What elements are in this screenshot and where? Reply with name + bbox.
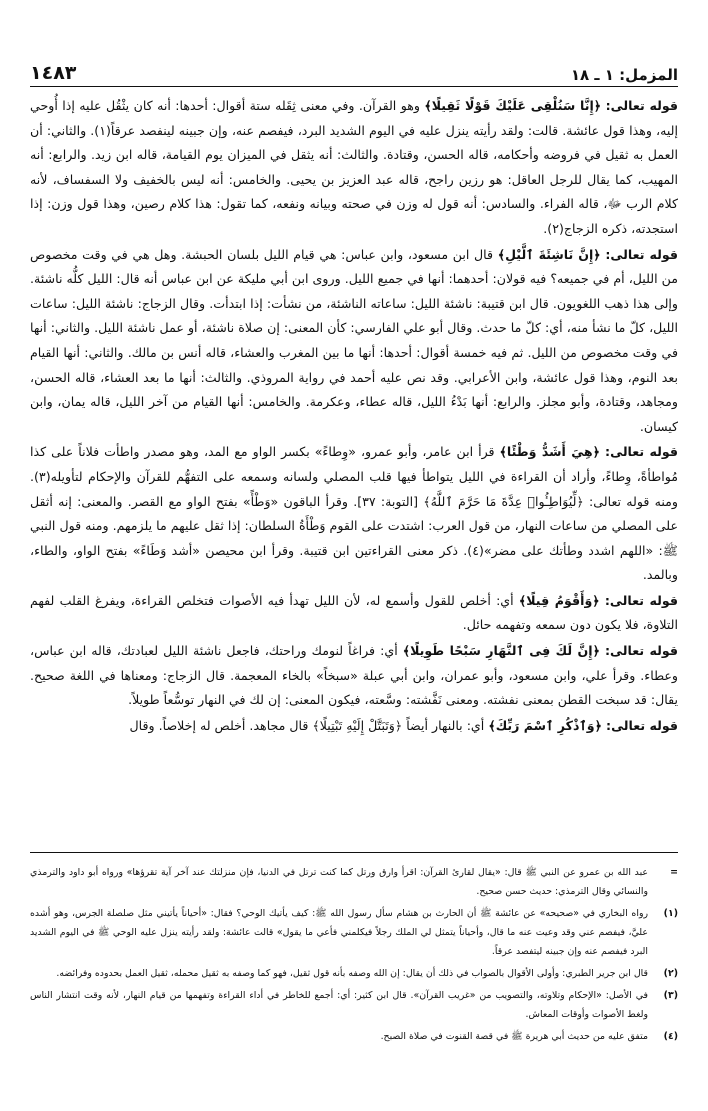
footnote-text: عبد الله بن عمرو عن النبي ﷺ قال: «يقال لقارئ القرآن: اقرأ وارق ورتل كما كنت ترتل في الدنيا، فإن منزلتك عند آخر آية تقرؤها» ورواه أبو داود والترمذي والنسائي وقال الترمذي: حديث حسن صحيح. (30, 867, 648, 897)
quran-verse: ﴿إِنَّ نَاشِئَةَ ٱلَّيْلِ﴾ (497, 246, 601, 262)
footnote (30, 964, 678, 983)
footnote-number: (١) (663, 908, 678, 919)
quran-verse: ﴿إِنَّا سَنُلْقِى عَلَيْكَ قَوْلًا ثَقِيلًا﴾ (424, 98, 602, 113)
footnote-text: متفق عليه من حديث أبي هريرة ﷺ في قصة القنوت في صلاة الصبح. (380, 1031, 648, 1042)
tafsir-paragraph-6 (30, 714, 678, 739)
paragraph-text: أي: أخلص للقول وأسمع له، لأن الليل تهدأ فيه الأصوات فتخلص القراءة، ويفرغ القلب لفهم التلاوة، فلا يكون دون سمعه وتفهمه حائل. (30, 592, 678, 633)
tafsir-paragraph-3 (30, 440, 678, 588)
paragraph-lead: قوله تعالى: (605, 643, 678, 659)
footnote (30, 863, 678, 901)
paragraph-lead: قوله تعالى: (605, 98, 678, 113)
footnote-number: (٤) (663, 1031, 678, 1042)
quran-verse: ﴿وَٱذْكُرِ ٱسْمَ رَبِّكَ﴾ (488, 717, 603, 733)
quran-verse: ﴿إِنَّ لَكَ فِى ٱلنَّهَارِ سَبْحًا طَوِيلًا﴾ (402, 643, 600, 659)
footnote (30, 1027, 678, 1046)
footnote-number: (٢) (663, 968, 678, 979)
page-number: ١٤٨٣ (30, 62, 77, 84)
footnote-text: رواه البخاري في «صحيحه» عن عائشة ﷺ أن الحارث بن هشام سأل رسول الله ﷺ: كيف يأتيك الوحي؟ فقال: «أحياناً يأتيني مثل صلصلة الجرس، وهو أشده عليَّ، فيفصم عني وقد وعيت عنه ما قال، وأحياناً يتمثل لي الملك رجلاً فيكلمني فأعي ما يقول» قالت عائشة: ولقد رأيته ينزل عليه الوحي ﷺ في اليوم الشديد البرد فيفصم عنه وإن جبينه ليتفصد عرقاً. (30, 908, 648, 957)
footnote-text: قال ابن جرير الطبري: وأولى الأقوال بالصواب في ذلك أن يقال: إن الله وصفه بأنه قول ثقيل، فهو كما وصفه به ثقيل محمله، ثقيل العمل بحدوده وفرائضه. (56, 968, 648, 979)
footnote-number: = (670, 867, 678, 878)
tafsir-paragraph-2 (30, 243, 678, 440)
main-text (30, 94, 678, 738)
tafsir-paragraph-4 (30, 589, 678, 638)
tafsir-paragraph-5 (30, 639, 678, 713)
footnote (30, 904, 678, 961)
quran-verse: ﴿وَأَقْوَمُ قِيلًا﴾ (518, 592, 600, 608)
paragraph-text: وهو القرآن. وفي معنى ثِقَله ستة أقوال: أحدها: أنه كان يثْقُل عليه إذا أُوحي إليه، وهذا قول عائشة. قالت: ولقد رأيته ينزل عليه في اليوم الشديد البرد، فيفصم عنه، وإن جبينه لينفصد عرقاً(١). والثاني: أن العمل به ثقيل في فروضه وأحكامه، قاله الحسن، وقتادة. والثالث: أنه يثقل في الميزان يوم القيامة، قاله ابن زيد. والرابع: أنه المهيب، كما يقال للرجل العاقل: هو رزين راجح، قاله عبد العزيز بن يحيى. والخامس: أنه ليس بالخفيف ولا السفساف، لأنه كلام الرب ﷻ، قاله الفراء. والسادس: أنه قول له وزن في صحته وبيانه ونفعه، كما تقول: هذا كلام رصين، وهذا قول وزن: إذا استجدته، ذكره الزجاج(٢). (30, 98, 678, 236)
paragraph-lead: قوله تعالى: (605, 246, 678, 262)
footnote (30, 986, 678, 1024)
paragraph-lead: قوله تعالى: (604, 592, 678, 608)
paragraph-text: أي: بالنهار أيضاً ﴿وَتَبَتَّلْ إِلَيْهِ تَبْتِيلًا﴾ قال مجاهد. أخلص له إخلاصاً. وقال (129, 717, 485, 733)
running-title: المزمل: ١ ـ ١٨ (570, 66, 678, 84)
quran-verse: ﴿هِيَ أَشَدُّ وَطْئًا﴾ (499, 444, 601, 460)
footnote-number: (٣) (663, 990, 678, 1001)
paragraph-text: قال ابن مسعود، وابن عباس: هي قيام الليل بلسان الحبشة. وهل هي في وقت مخصوص من الليل، أم في جميعه؟ فيه قولان: أحدهما: أنها في جميع الليل. وروى ابن أبي مليكة عن ابن عباس أنه قال: الليل كلُّه ناشئة. وإلى هذا ذهب اللغويون. قال ابن قتيبة: ناشئة الليل: ساعاته الناشئة، من نشأت: إذا ابتدأت. وقال الزجاج: ناشئة الليل: ساعات الليل، كلّ ما نشأ منه، أي: كلّ ما حدث. وقال أبو علي الفارسي: كأن المعنى: إن صلاة ناشئة، أو عمل ناشئة الليل. والثاني: أنها في وقت مخصوص من الليل. ثم فيه خمسة أقوال: أحدها: أنها ما بين المغرب والعشاء، قاله أنس بن مالك. والثاني: أنها القيام بعد النوم، وهذا قول عائشة، وابن الأعرابي. وقد نص عليه أحمد في رواية المروذي. والثالث: أنها ما بعد العشاء، قاله الحسن، ومجاهد، وقتادة، وأبو مجلز. والرابع: أنها بَدْءُ الليل، قاله عطاء، وعكرمة. والخامس: أنها القيام من آخر الليل، قاله يمان، وابن كيسان. (30, 246, 678, 434)
paragraph-text: قرأ ابن عامر، وأبو عمرو، «وِطاءً» بكسر الواو مع المد، وهو مصدر واطأت فلاناً على كذا مُواطأةً، وِطاءً، وأراد أن القراءة في الليل يتواطأ فيها قلب المصلي ولسانه وسمعه على التفهُّم للقرآن والإحكام لتأويله(٣). ومنه قوله تعالى: ﴿لِّيُوَاطِـُٔوا۟ عِدَّةَ مَا حَرَّمَ ٱللَّهُ﴾ [التوبة: ٣٧]. وقرأ الباقون «وَطْأً» بفتح الواو مع القصر. والمعنى: إنه أثقل على المصلي من ساعات النهار، من قول العرب: اشتدت على القوم وَطْأَةُ السلطان: إذا ثقل عليهم ما يلزمهم. ومنه قول النبي ﷺ: «اللهم اشدد وطأتك على مضر»(٤). ذكر معنى القراءتين ابن قتيبة. وقرأ ابن محيصن «أشد وَطَاءً» بفتح الواو، والطاء، وبالمد. (30, 444, 678, 583)
paragraph-lead: قوله تعالى: (605, 444, 678, 460)
footnote-text: في الأصل: «الإحكام وتلاوته، والتصويب من «غريب القرآن». قال ابن كثير: أي: أجمع للخاطر في أداء القراءة وتفهمها من قيام النهار، لأنه وقت انتشار الناس ولغط الأصوات وأوقات المعاش. (30, 990, 648, 1020)
footnotes-section (30, 852, 678, 1049)
paragraph-text: أي: فراغاً لنومك وراحتك، فاجعل ناشئة الليل لعبادتك، قاله ابن عباس، وعطاء. وقرأ علي، وابن مسعود، وأبو عمران، وابن أبي عبلة «سبخاً» بالخاء المعجمة. قال الزجاج: ومعناها في اللغة صحيح. يقال: قد سبخت القطن بمعنى نفشته. ومعنى نَفَّشته: وسَّعته، فيكون المعنى: إن لك في النهار توسُّعاً طويلاً. (30, 643, 678, 708)
tafsir-paragraph-1 (30, 94, 678, 242)
paragraph-lead: قوله تعالى: (606, 717, 678, 733)
page-header (30, 58, 678, 87)
